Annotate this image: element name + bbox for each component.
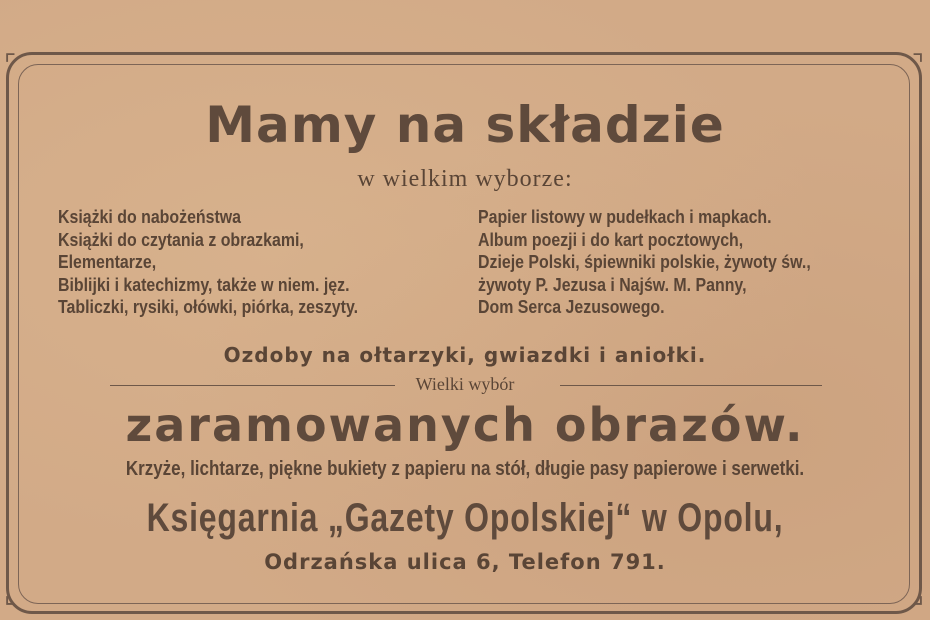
framed-pictures-heading: zaramowanych obrazów. (125, 398, 805, 452)
ad-title: Mamy na składzie (205, 96, 725, 154)
list-item: Dzieje Polski, śpiewniki polskie, żywoty św., (478, 251, 811, 272)
list-item: Papier listowy w pudełkach i mapkach. (478, 206, 772, 227)
ad-subtitle: w wielkim wyborze: (357, 166, 573, 192)
right-item-list (478, 206, 811, 319)
list-item: Dom Serca Jezusowego. (478, 296, 665, 317)
corner-ornament-icon: ⌜ (4, 50, 17, 80)
wide-selection-label: Wielki wybór (415, 374, 515, 394)
left-item-list (58, 206, 358, 319)
shop-address: Odrzańska ulica 6, Telefon 791. (264, 550, 666, 574)
list-item: Książki do czytania z obrazkami, (58, 228, 304, 250)
list-item: Album poezji i do kart pocztowych, (478, 228, 744, 250)
list-item: Biblijki i katechizmy, także w niem. jęz. (58, 273, 350, 295)
list-item: Książki do nabożeństwa (58, 206, 242, 227)
other-goods-line: Krzyże, lichtarze, piękne bukiety z papieru na stół, długie pasy papierowe i serwetki. (125, 458, 805, 480)
divider-right (560, 385, 822, 386)
list-item: Tabliczki, rysiki, ołówki, piórka, zeszyty. (58, 296, 359, 317)
corner-ornament-icon: ⌝ (911, 50, 924, 80)
decorations-line: Ozdoby na ołtarzyki, gwiazdki i aniołki. (223, 343, 707, 367)
corner-ornament-icon: ⌞ (4, 580, 17, 610)
list-item: żywoty P. Jezusa i Najśw. M. Panny, (478, 273, 747, 295)
list-item: Elementarze, (58, 251, 157, 272)
corner-ornament-icon: ⌟ (911, 580, 924, 610)
shop-name: Księgarnia „Gazety Opolskiej“ w Opolu, (146, 496, 784, 540)
